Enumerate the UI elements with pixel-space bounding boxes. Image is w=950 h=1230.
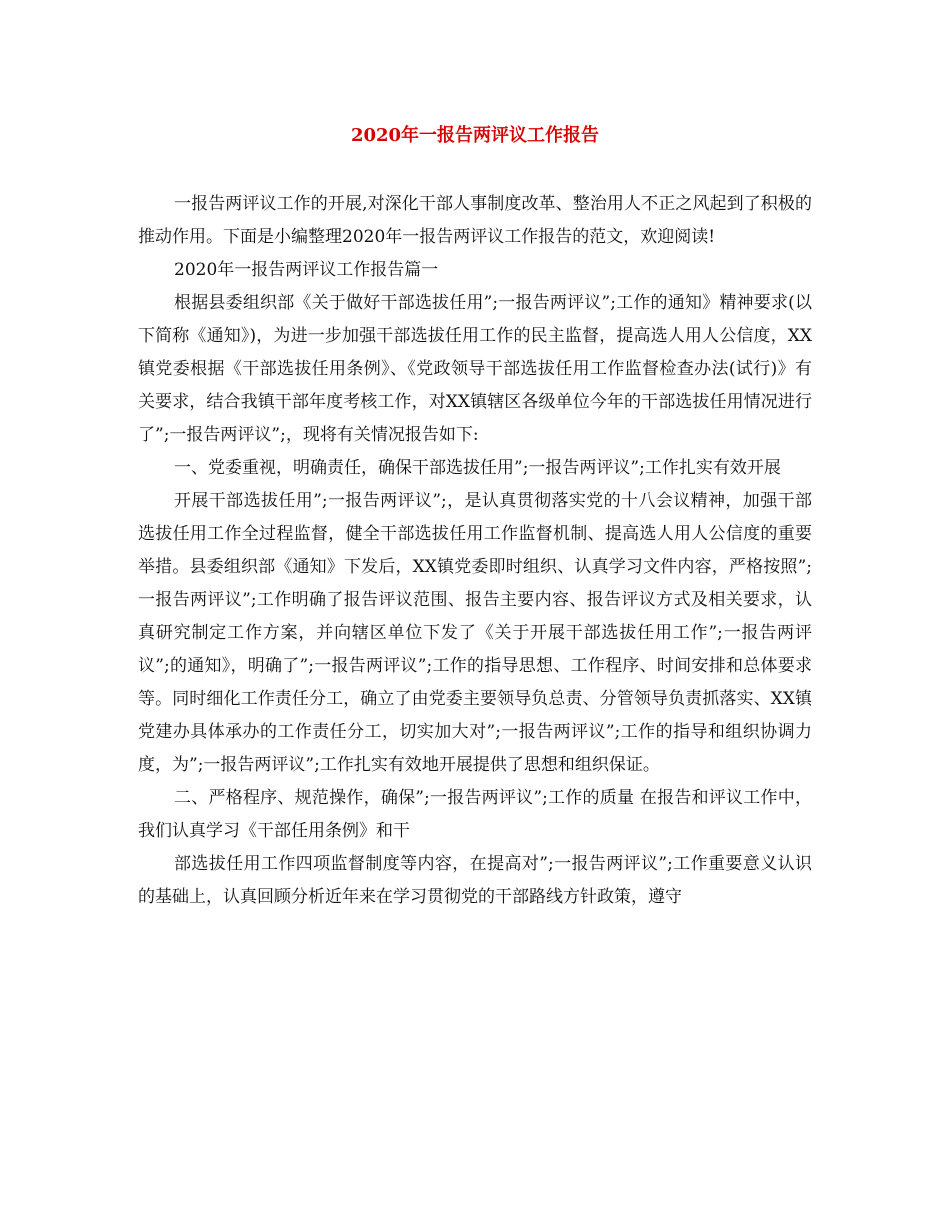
paragraph-section-one-body: 开展干部选拔任用”;一报告两评议”;，是认真贯彻落实党的十八会议精神，加强干部选拔任用工作全过程监督，健全干部选拔任用工作监督机制、提高选人用人公信度的重要举措。县委组织部《通知》下发后，XX镇党委即时组织、认真学习文件内容，严格按照”;一报告两评议”;工作明确了报告评议范围、报告主要内容、报告评议方式及相关要求，认真研究制定工作方案，并向辖区单位下发了《关于开展干部选拔任用工作”;一报告两评议”;的通知》，明确了”;一报告两评议”;工作的指导思想、工作程序、时间安排和总体要求等。同时细化工作责任分工，确立了由党委主要领导负总责、分管领导负责抓落实、XX镇党建办具体承办的工作责任分工，切实加大对”;一报告两评议”;工作的指导和组织协调力度，为”;一报告两评议”;工作扎实有效地开展提供了思想和组织保证。 <box>138 491 812 775</box>
paragraph-background: 根据县委组织部《关于做好干部选拔任用”;一报告两评议”;工作的通知》精神要求(以下简称《通知》)，为进一步加强干部选拔任用工作的民主监督，提高选人用人公信度，XX镇党委根据《干部选拔任用条例》、《党政领导干部选拔任用工作监督检查办法(试行)》有关要求，结合我镇干部年度考核工作，对XX镇辖区各级单位今年的干部选拔任用情况进行了”;一报告两评议”;，现将有关情况报告如下: <box>138 293 812 445</box>
document-title: 2020年一报告两评议工作报告 <box>350 125 600 146</box>
paragraph-heading-two: 二、严格程序、规范操作，确保”;一报告两评议”;工作的质量 在报告和评议工作中，我们认真学习《干部任用条例》和干 <box>138 788 812 841</box>
paragraph-heading-one: 一、党委重视，明确责任，确保干部选拔任用”;一报告两评议”;工作扎实有效开展 <box>174 458 781 478</box>
paragraph-section-two-body: 部选拔任用工作四项监督制度等内容，在提高对”;一报告两评议”;工作重要意义认识的基础上，认真回顾分析近年来在学习贯彻党的干部路线方针政策，遵守 <box>138 854 812 907</box>
paragraph-intro: 一报告两评议工作的开展,对深化干部人事制度改革、整治用人不正之风起到了积极的推动作用。下面是小编整理2020年一报告两评议工作报告的范文，欢迎阅读! <box>138 194 812 247</box>
document-body <box>138 188 812 914</box>
paragraph-section-title: 2020年一报告两评议工作报告篇一 <box>174 260 439 280</box>
